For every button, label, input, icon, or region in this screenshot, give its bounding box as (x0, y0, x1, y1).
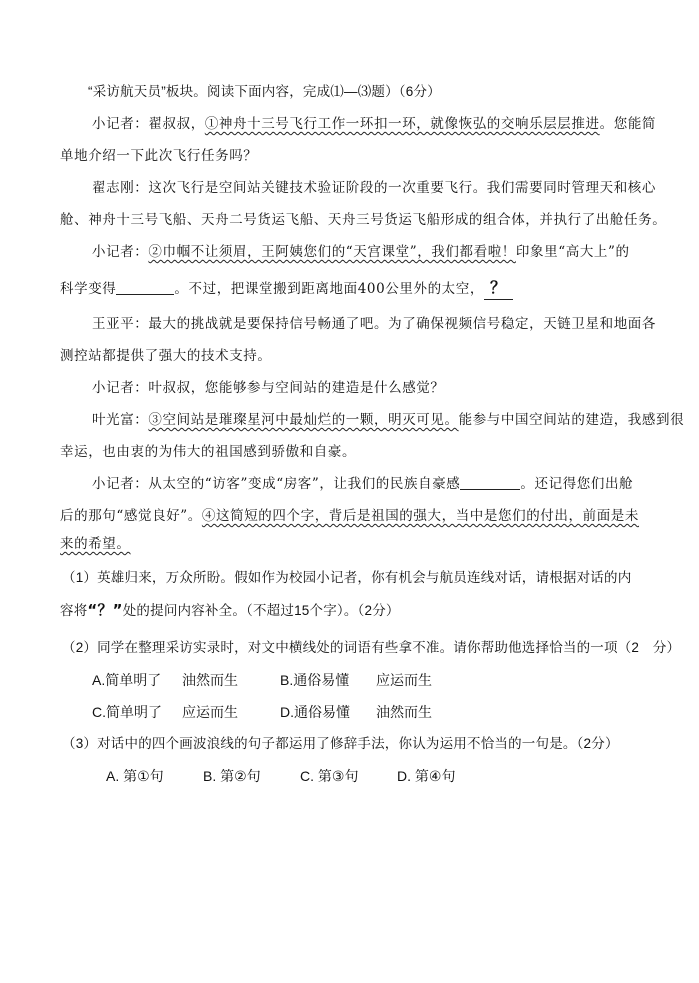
question-1-line-2 (60, 600, 640, 621)
question-blank[interactable] (484, 278, 513, 300)
q3-option-b[interactable]: B. 第②句 (203, 768, 261, 784)
question-2: （2）同学在整理采访实录时，对文中横线处的词语有些拿不准。请你帮助他选择恰当的一项（2 分） (62, 640, 681, 655)
dialogue-text: 小记者：从太空的“访客”变成“房客”，让我们的民族自豪感 (92, 476, 461, 492)
dialogue-line-1 (92, 114, 672, 134)
dialogue-text: 翟叔叔， (148, 116, 205, 132)
q2-option-c-word: 应运而生 (182, 704, 238, 720)
dialogue-text: 印象里“高大上”的 (515, 244, 630, 260)
dialogue-line-7: 王亚平：最大的挑战就是要保持信号畅通了吧。为了确保视频信号稳定，天链卫星和地面各 (92, 316, 656, 332)
wavy-sentence-3: ③空间站是璀璨星河中最灿烂的一颗，明灭可见。 (148, 412, 459, 428)
wavy-sentence-4-end: 来的希望。 (60, 536, 131, 552)
q3-option-a[interactable]: A. 第①句 (106, 768, 164, 784)
fill-blank-1[interactable] (116, 280, 174, 295)
dialogue-text: 科学变得 (60, 281, 117, 297)
question-1-line-1: （1）英雄归来，万众所盼。假如作为校园小记者，你有机会与航员连线对话，请根据对话的内 (62, 570, 632, 585)
wavy-sentence-2: ②巾帼不让须眉，王阿姨您们的“天宫课堂”，我们都看啦！ (148, 244, 516, 260)
q2-option-a-word: 油然而生 (182, 672, 238, 688)
dialogue-line-8: 测控站都提供了强大的技术支持。 (60, 348, 272, 364)
speaker-label: 小记者： (92, 116, 149, 132)
q2-option-b-word: 应运而生 (376, 672, 432, 688)
dialogue-line-3: 翟志刚：这次飞行是空间站关键技术验证阶段的一次重要飞行。我们需要同时管理天和核心 (92, 180, 656, 196)
dialogue-text: 能参与中国空间站的建造，我感到很 (458, 412, 685, 428)
dialogue-line-4: 舱、神舟十三号飞船、天舟二号货运飞船、天舟三号货运飞船形成的组合体，并执行了出舱任务。 (60, 212, 667, 228)
dialogue-line-6 (60, 278, 640, 300)
q2-option-d-word: 油然而生 (376, 704, 432, 720)
q3-option-d[interactable]: D. 第④句 (397, 768, 456, 784)
dialogue-line-5 (92, 242, 672, 262)
speaker-label: 小记者： (92, 244, 149, 260)
question-mark: ？ (489, 278, 507, 297)
dialogue-text: 。您能简 (599, 116, 657, 132)
question-text: 处的提问内容补全。（不超过15个字）。（2分） (122, 603, 400, 618)
speaker-label: 叶光富： (92, 412, 149, 428)
dialogue-line-2: 单地介绍一下此次飞行任务吗？ (60, 148, 258, 164)
dialogue-text: 。还记得您们出舱 (520, 476, 634, 492)
dialogue-line-13 (60, 506, 640, 526)
q2-option-b-label[interactable]: B.通俗易懂 (280, 672, 350, 688)
wavy-sentence-4: ④这简短的四个字，背后是祖国的强大，当中是您们的付出，前面是未 (201, 508, 640, 524)
dialogue-line-9: 小记者：叶叔叔，您能够参与空间站的建造是什么感觉？ (92, 380, 445, 396)
dialogue-line-12 (92, 474, 672, 494)
q2-option-c-label[interactable]: C.简单明了 (92, 704, 162, 720)
fill-blank-2[interactable] (460, 475, 520, 490)
dialogue-line-11: 幸运，也由衷的为伟大的祖国感到骄傲和自豪。 (60, 444, 357, 460)
q2-option-d-label[interactable]: D.通俗易懂 (280, 704, 350, 720)
dialogue-line-10 (92, 410, 685, 430)
question-mark-quote: “？” (87, 601, 123, 619)
q2-option-a-label[interactable]: A.简单明了 (92, 672, 162, 688)
wavy-sentence-1: ①神舟十三号飞行工作一环扣一环，就像恢弘的交响乐层层推进 (204, 116, 600, 132)
dialogue-line-14 (60, 534, 640, 554)
question-text: 容将 (60, 603, 88, 618)
question-3: （3）对话中的四个画波浪线的句子都运用了修辞手法，你认为运用不恰当的一句是。（2分） (62, 736, 619, 751)
dialogue-text: 。不过，把课堂搬到距离地面400公里外的太空， (174, 281, 484, 297)
dialogue-text: 后的那句“感觉良好”。 (60, 508, 202, 524)
section-heading: “采访航天员”板块。阅读下面内容，完成⑴—⑶题）（6分） (88, 84, 441, 99)
q3-option-c[interactable]: C. 第③句 (300, 768, 359, 784)
